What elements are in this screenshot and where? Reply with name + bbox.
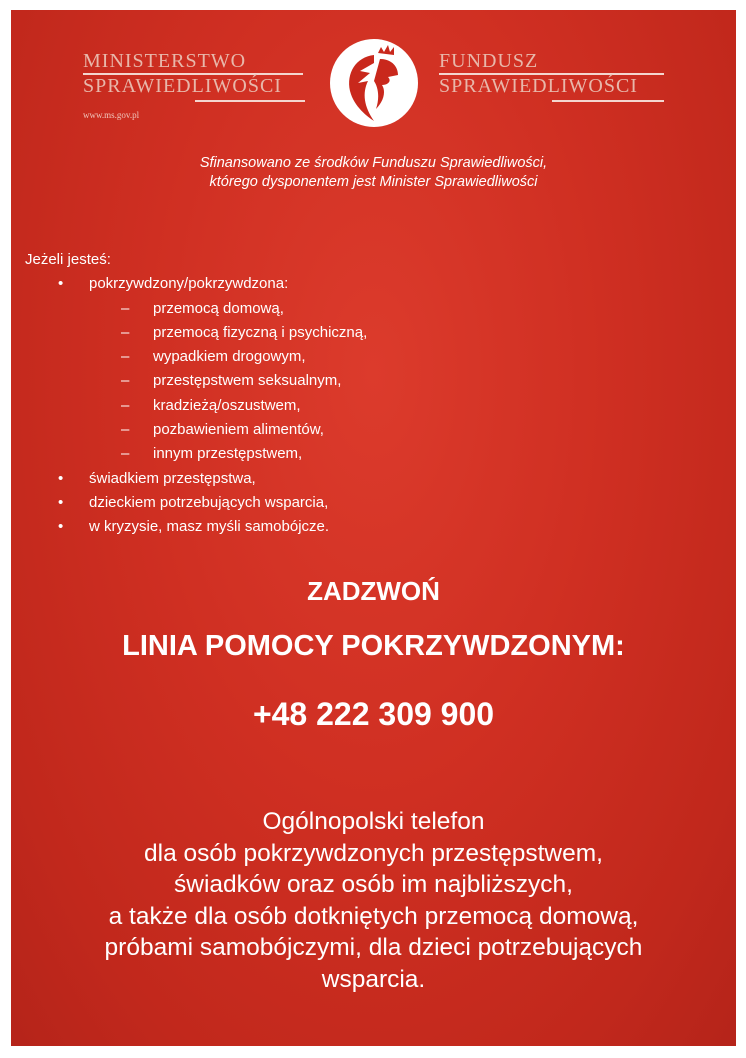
sub-item-text: kradzieżą/oszustwem, — [153, 396, 301, 414]
logo-rule — [552, 100, 664, 102]
dash-icon: – — [121, 348, 130, 366]
fund-logo — [439, 50, 664, 102]
bullet-icon: • — [58, 275, 64, 293]
dash-icon: – — [121, 323, 130, 341]
sub-list-item — [89, 394, 367, 418]
sub-list-item — [89, 369, 367, 393]
list-item — [25, 272, 367, 466]
sub-item-text: przestępstwem seksualnym, — [153, 372, 342, 390]
helpline-description — [11, 806, 736, 995]
phone-number[interactable]: +48 222 309 900 — [252, 696, 495, 732]
dash-icon: – — [121, 421, 130, 439]
fund-name-line2: SPRAWIEDLIWOŚCI — [439, 75, 638, 97]
logo-rule — [195, 100, 305, 102]
dash-icon: – — [121, 445, 130, 463]
sub-list-item — [89, 418, 367, 442]
sub-item-text: innym przestępstwem, — [153, 445, 303, 463]
dash-icon: – — [121, 396, 130, 414]
funding-note-line1: Sfinansowano ze środków Funduszu Sprawiedliwości, — [199, 155, 548, 171]
ministry-url: www.ms.gov.pl — [83, 110, 140, 120]
sub-item-text: pozbawieniem alimentów, — [153, 421, 324, 439]
helpline-name: LINIA POMOCY POKRZYWDZONYM: — [122, 630, 625, 662]
description-line: dla osób pokrzywdzonych przestępstwem, — [144, 839, 603, 867]
sub-item-text: przemocą domową, — [153, 299, 284, 317]
white-eagle-emblem-icon — [328, 37, 420, 129]
list-item — [25, 491, 367, 515]
sub-list-item — [89, 345, 367, 369]
list-item-text: świadkiem przestępstwa, — [89, 469, 256, 487]
eligibility-intro: Jeżeli jesteś: — [25, 251, 111, 268]
sub-list — [89, 297, 367, 467]
bullet-icon: • — [58, 518, 64, 536]
bullet-icon: • — [58, 469, 64, 487]
description-line: Ogólnopolski telefon — [262, 808, 485, 835]
victim-label: pokrzywdzony/pokrzywdzona: — [89, 275, 289, 293]
fund-name-line1: FUNDUSZ — [439, 50, 539, 72]
sub-list-item — [89, 442, 367, 466]
description-line: próbami samobójczymi, dla dzieci potrzebujących — [104, 934, 643, 961]
dash-icon: – — [121, 299, 130, 317]
list-item — [25, 515, 367, 539]
list-item — [25, 467, 367, 491]
description-line: wsparcia. — [321, 965, 426, 993]
funding-note-line2: którego dysponentem jest Minister Sprawiedliwości — [209, 174, 538, 190]
ministry-name-line2: SPRAWIEDLIWOŚCI — [83, 75, 282, 97]
main-list — [25, 272, 367, 539]
call-heading: ZADZWOŃ — [307, 576, 440, 606]
dash-icon: – — [121, 372, 130, 390]
list-item-text: w kryzysie, masz myśli samobójcze. — [89, 518, 330, 536]
ministry-logo — [83, 50, 305, 120]
bullet-icon: • — [58, 493, 64, 511]
ministry-name-line1: MINISTERSTWO — [83, 50, 247, 72]
eligibility-list — [25, 248, 367, 540]
sub-item-text: przemocą fizyczną i psychiczną, — [153, 323, 368, 341]
sub-item-text: wypadkiem drogowym, — [153, 348, 306, 366]
description-line: a także dla osób dotkniętych przemocą domową, — [108, 902, 639, 930]
description-line: świadków oraz osób im najbliższych, — [174, 871, 573, 898]
sub-list-item — [89, 297, 367, 321]
list-item-text: dzieckiem potrzebujących wsparcia, — [89, 493, 329, 511]
funding-note — [11, 154, 736, 192]
sub-list-item — [89, 321, 367, 345]
poster — [11, 10, 736, 1046]
